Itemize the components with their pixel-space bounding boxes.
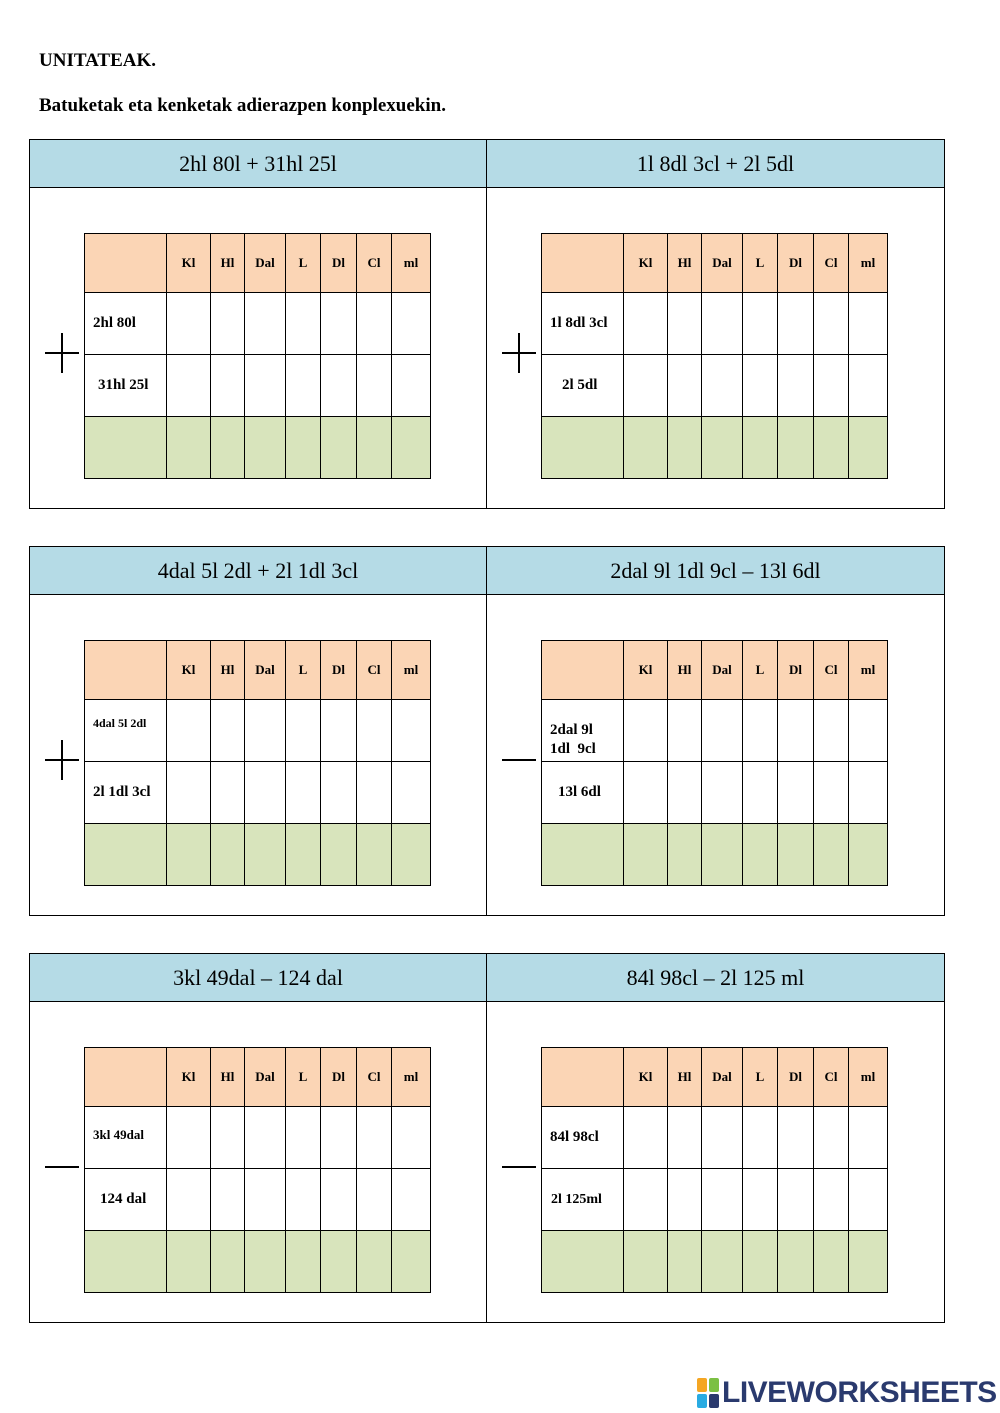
result-cell[interactable]: [624, 824, 668, 886]
exercise-card: [487, 140, 944, 508]
result-cell[interactable]: [778, 417, 814, 479]
answer-cell[interactable]: [814, 1107, 849, 1169]
unit-header-l: L: [743, 1048, 778, 1107]
result-cell[interactable]: [167, 417, 211, 479]
result-cell[interactable]: [392, 824, 431, 886]
answer-cell[interactable]: [668, 700, 702, 762]
unit-header-dal: Dal: [702, 1048, 743, 1107]
operand-2-label: 31hl 25l: [85, 355, 167, 417]
result-cell[interactable]: [624, 417, 668, 479]
unit-header-kl: Kl: [624, 234, 668, 293]
answer-cell[interactable]: [211, 1169, 245, 1231]
units-table: [84, 1047, 431, 1293]
unit-header-dl: Dl: [321, 641, 357, 700]
units-table: [541, 640, 888, 886]
result-cell[interactable]: [211, 417, 245, 479]
unit-header-l: L: [286, 1048, 321, 1107]
exercise-header: 2dal 9l 1dl 9cl – 13l 6dl: [487, 547, 944, 595]
answer-cell[interactable]: [814, 293, 849, 355]
answer-cell[interactable]: [286, 1107, 321, 1169]
result-cell[interactable]: [321, 824, 357, 886]
result-cell[interactable]: [245, 1231, 286, 1293]
answer-cell[interactable]: [668, 1169, 702, 1231]
exercise-card: [30, 140, 487, 508]
answer-cell[interactable]: [624, 293, 668, 355]
result-cell[interactable]: [167, 1231, 211, 1293]
answer-cell[interactable]: [624, 762, 668, 824]
result-label-cell: [85, 1231, 167, 1293]
answer-cell[interactable]: [668, 1107, 702, 1169]
exercise-card: [30, 547, 487, 915]
result-cell[interactable]: [702, 1231, 743, 1293]
answer-cell[interactable]: [211, 355, 245, 417]
answer-cell[interactable]: [624, 700, 668, 762]
operand-2-label: 13l 6dl: [542, 762, 624, 824]
operand-1-label: 4dal 5l 2dl: [85, 700, 167, 762]
unit-header-dal: Dal: [702, 234, 743, 293]
answer-cell[interactable]: [286, 700, 321, 762]
result-cell[interactable]: [668, 824, 702, 886]
unit-header-dal: Dal: [245, 234, 286, 293]
answer-cell[interactable]: [668, 355, 702, 417]
answer-cell[interactable]: [167, 700, 211, 762]
answer-cell[interactable]: [743, 1107, 778, 1169]
answer-cell[interactable]: [167, 762, 211, 824]
minus-icon: [45, 1147, 79, 1187]
exercise-header: 1l 8dl 3cl + 2l 5dl: [487, 140, 944, 188]
result-cell[interactable]: [814, 824, 849, 886]
answer-cell[interactable]: [211, 762, 245, 824]
answer-cell[interactable]: [357, 293, 392, 355]
result-cell[interactable]: [392, 1231, 431, 1293]
unit-header-cl: Cl: [357, 234, 392, 293]
answer-cell[interactable]: [743, 293, 778, 355]
answer-cell[interactable]: [814, 762, 849, 824]
answer-cell[interactable]: [849, 1169, 888, 1231]
answer-cell[interactable]: [743, 700, 778, 762]
answer-cell[interactable]: [814, 1169, 849, 1231]
page-title: UNITATEAK.: [39, 50, 157, 71]
result-cell[interactable]: [814, 1231, 849, 1293]
units-corner-cell: [85, 234, 167, 293]
unit-header-cl: Cl: [814, 641, 849, 700]
unit-header-ml: ml: [392, 641, 431, 700]
answer-cell[interactable]: [357, 762, 392, 824]
logo-text: LIVEWORKSHEETS: [722, 1376, 997, 1409]
answer-cell[interactable]: [167, 1169, 211, 1231]
result-label-cell: [542, 417, 624, 479]
exercise-card: [487, 954, 944, 1322]
unit-header-hl: Hl: [211, 1048, 245, 1107]
unit-header-dl: Dl: [321, 234, 357, 293]
answer-cell[interactable]: [849, 1107, 888, 1169]
exercise-header: 2hl 80l + 31hl 25l: [30, 140, 486, 188]
unit-header-kl: Kl: [167, 234, 211, 293]
answer-cell[interactable]: [392, 293, 431, 355]
result-cell[interactable]: [167, 824, 211, 886]
result-cell[interactable]: [849, 824, 888, 886]
answer-cell[interactable]: [743, 355, 778, 417]
result-cell[interactable]: [814, 417, 849, 479]
result-cell[interactable]: [392, 417, 431, 479]
unit-header-cl: Cl: [357, 1048, 392, 1107]
answer-cell[interactable]: [245, 1169, 286, 1231]
unit-header-kl: Kl: [167, 641, 211, 700]
result-cell[interactable]: [743, 417, 778, 479]
answer-cell[interactable]: [702, 293, 743, 355]
result-cell[interactable]: [743, 1231, 778, 1293]
result-cell[interactable]: [357, 1231, 392, 1293]
unit-header-cl: Cl: [814, 1048, 849, 1107]
operand-2-label: 2l 125ml: [542, 1169, 624, 1231]
unit-header-dl: Dl: [778, 1048, 814, 1107]
answer-cell[interactable]: [211, 700, 245, 762]
units-table: [541, 233, 888, 479]
answer-cell[interactable]: [245, 355, 286, 417]
answer-cell[interactable]: [286, 293, 321, 355]
operand-1-line-2: 1dl 9cl: [550, 741, 596, 757]
result-cell[interactable]: [849, 417, 888, 479]
answer-cell[interactable]: [668, 762, 702, 824]
unit-header-ml: ml: [849, 1048, 888, 1107]
minus-icon: [502, 740, 536, 780]
result-cell[interactable]: [211, 1231, 245, 1293]
answer-cell[interactable]: [743, 762, 778, 824]
answer-cell[interactable]: [167, 355, 211, 417]
result-cell[interactable]: [286, 824, 321, 886]
operand-1-label: 2hl 80l: [85, 293, 167, 355]
unit-header-cl: Cl: [357, 641, 392, 700]
answer-cell[interactable]: [357, 1169, 392, 1231]
answer-cell[interactable]: [321, 762, 357, 824]
unit-header-ml: ml: [392, 1048, 431, 1107]
unit-header-hl: Hl: [668, 234, 702, 293]
answer-cell[interactable]: [814, 700, 849, 762]
answer-cell[interactable]: [245, 293, 286, 355]
answer-cell[interactable]: [814, 355, 849, 417]
unit-header-l: L: [743, 641, 778, 700]
result-label-cell: [542, 824, 624, 886]
result-cell[interactable]: [849, 1231, 888, 1293]
answer-cell[interactable]: [743, 1169, 778, 1231]
operand-1-line-1: 2dal 9l: [550, 722, 593, 738]
answer-cell[interactable]: [849, 762, 888, 824]
answer-cell[interactable]: [702, 1169, 743, 1231]
operand-2-label: 2l 5dl: [542, 355, 624, 417]
units-corner-cell: [542, 234, 624, 293]
units-corner-cell: [542, 641, 624, 700]
result-cell[interactable]: [286, 1231, 321, 1293]
result-label-cell: [85, 417, 167, 479]
plus-icon: [45, 333, 79, 373]
unit-header-dal: Dal: [245, 641, 286, 700]
unit-header-kl: Kl: [167, 1048, 211, 1107]
unit-header-hl: Hl: [668, 1048, 702, 1107]
page-subtitle: Batuketak eta kenketak adierazpen konplexuekin.: [39, 95, 446, 116]
answer-cell[interactable]: [211, 1107, 245, 1169]
answer-cell[interactable]: [211, 293, 245, 355]
result-cell[interactable]: [357, 824, 392, 886]
answer-cell[interactable]: [245, 700, 286, 762]
answer-cell[interactable]: [321, 1107, 357, 1169]
result-cell[interactable]: [702, 417, 743, 479]
result-cell[interactable]: [778, 1231, 814, 1293]
answer-cell[interactable]: [702, 355, 743, 417]
answer-cell[interactable]: [286, 1169, 321, 1231]
unit-header-dal: Dal: [245, 1048, 286, 1107]
unit-header-hl: Hl: [211, 234, 245, 293]
answer-cell[interactable]: [778, 355, 814, 417]
answer-cell[interactable]: [849, 293, 888, 355]
operand-1-label: 3kl 49dal: [85, 1107, 167, 1169]
unit-header-ml: ml: [849, 234, 888, 293]
operand-2-label: 124 dal: [85, 1169, 167, 1231]
result-cell[interactable]: [702, 824, 743, 886]
result-cell[interactable]: [624, 1231, 668, 1293]
answer-cell[interactable]: [392, 762, 431, 824]
unit-header-l: L: [286, 234, 321, 293]
exercise-row-2: [29, 546, 945, 916]
answer-cell[interactable]: [392, 700, 431, 762]
unit-header-hl: Hl: [211, 641, 245, 700]
answer-cell[interactable]: [849, 355, 888, 417]
operand-2-label: 2l 1dl 3cl: [85, 762, 167, 824]
units-corner-cell: [85, 641, 167, 700]
unit-header-dal: Dal: [702, 641, 743, 700]
units-table: [541, 1047, 888, 1293]
answer-cell[interactable]: [321, 355, 357, 417]
result-cell[interactable]: [321, 417, 357, 479]
answer-cell[interactable]: [778, 762, 814, 824]
result-label-cell: [542, 1231, 624, 1293]
exercise-card: [30, 954, 487, 1322]
answer-cell[interactable]: [357, 1107, 392, 1169]
answer-cell[interactable]: [702, 700, 743, 762]
exercise-header: 4dal 5l 2dl + 2l 1dl 3cl: [30, 547, 486, 595]
exercise-header: 84l 98cl – 2l 125 ml: [487, 954, 944, 1002]
result-cell[interactable]: [743, 824, 778, 886]
result-cell[interactable]: [321, 1231, 357, 1293]
result-cell[interactable]: [211, 824, 245, 886]
answer-cell[interactable]: [624, 355, 668, 417]
exercise-header: 3kl 49dal – 124 dal: [30, 954, 486, 1002]
exercise-row-1: [29, 139, 945, 509]
answer-cell[interactable]: [624, 1169, 668, 1231]
unit-header-cl: Cl: [814, 234, 849, 293]
liveworksheets-logo[interactable]: [697, 1376, 997, 1410]
answer-cell[interactable]: [849, 700, 888, 762]
result-cell[interactable]: [668, 1231, 702, 1293]
answer-cell[interactable]: [245, 1107, 286, 1169]
unit-header-kl: Kl: [624, 1048, 668, 1107]
answer-cell[interactable]: [624, 1107, 668, 1169]
result-cell[interactable]: [286, 417, 321, 479]
unit-header-l: L: [286, 641, 321, 700]
units-corner-cell: [542, 1048, 624, 1107]
answer-cell[interactable]: [778, 700, 814, 762]
liveworksheets-logo-icon: [697, 1378, 719, 1408]
exercise-row-3: [29, 953, 945, 1323]
result-cell[interactable]: [668, 417, 702, 479]
result-cell[interactable]: [778, 824, 814, 886]
operand-1-label: 1l 8dl 3cl: [542, 293, 624, 355]
answer-cell[interactable]: [245, 762, 286, 824]
unit-header-l: L: [743, 234, 778, 293]
answer-cell[interactable]: [778, 1169, 814, 1231]
unit-header-kl: Kl: [624, 641, 668, 700]
unit-header-ml: ml: [849, 641, 888, 700]
answer-cell[interactable]: [392, 355, 431, 417]
answer-cell[interactable]: [702, 762, 743, 824]
plus-icon: [502, 333, 536, 373]
minus-icon: [502, 1147, 536, 1187]
answer-cell[interactable]: [702, 1107, 743, 1169]
answer-cell[interactable]: [321, 293, 357, 355]
result-cell[interactable]: [245, 824, 286, 886]
unit-header-dl: Dl: [778, 234, 814, 293]
answer-cell[interactable]: [668, 293, 702, 355]
answer-cell[interactable]: [167, 293, 211, 355]
result-cell[interactable]: [245, 417, 286, 479]
unit-header-hl: Hl: [668, 641, 702, 700]
answer-cell[interactable]: [167, 1107, 211, 1169]
answer-cell[interactable]: [357, 355, 392, 417]
result-cell[interactable]: [357, 417, 392, 479]
units-table: [84, 640, 431, 886]
units-corner-cell: [85, 1048, 167, 1107]
units-table: [84, 233, 431, 479]
operand-1-label: [542, 700, 624, 762]
answer-cell[interactable]: [778, 293, 814, 355]
plus-icon: [45, 740, 79, 780]
answer-cell[interactable]: [392, 1107, 431, 1169]
unit-header-dl: Dl: [321, 1048, 357, 1107]
result-label-cell: [85, 824, 167, 886]
answer-cell[interactable]: [321, 700, 357, 762]
answer-cell[interactable]: [286, 762, 321, 824]
answer-cell[interactable]: [778, 1107, 814, 1169]
exercise-card: [487, 547, 944, 915]
answer-cell[interactable]: [286, 355, 321, 417]
unit-header-ml: ml: [392, 234, 431, 293]
answer-cell[interactable]: [357, 700, 392, 762]
answer-cell[interactable]: [321, 1169, 357, 1231]
operand-1-label: 84l 98cl: [542, 1107, 624, 1169]
answer-cell[interactable]: [392, 1169, 431, 1231]
unit-header-dl: Dl: [778, 641, 814, 700]
